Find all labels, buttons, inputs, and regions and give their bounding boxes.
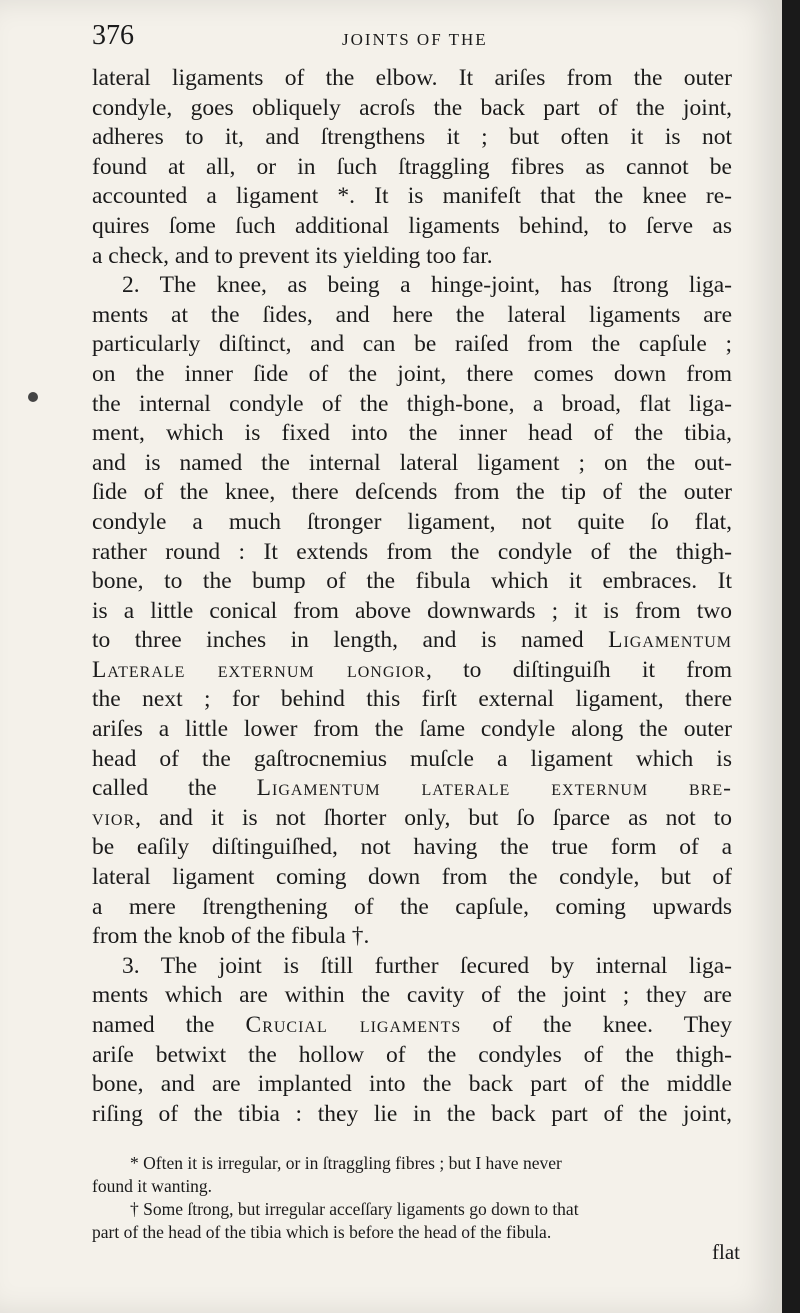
text-run: condyle a much ſtronger ligament, not quite ſo flat,	[92, 508, 732, 535]
footnotes	[92, 1152, 742, 1244]
text-line	[92, 508, 732, 538]
catchword: flat	[712, 1240, 740, 1264]
text-run: ments at the ſides, and here the lateral ligaments are	[92, 301, 732, 328]
text-line	[92, 952, 732, 982]
text-run: ment, which is fixed into the inner head of the tibia,	[92, 420, 732, 447]
text-run: condyle, goes obliquely acroſs the back part of the joint,	[92, 94, 732, 121]
text-run: called the	[92, 775, 257, 802]
text-run: a check, and to prevent its yielding too far.	[92, 242, 493, 269]
text-line	[92, 745, 732, 775]
text-line	[92, 449, 732, 479]
footnote-line: † Some ſtrong, but irregular acceſſary ligaments go down to that	[130, 1199, 579, 1219]
text-run: ariſes a little lower from the ſame condyle along the outer	[92, 716, 732, 743]
text-line	[92, 182, 732, 212]
text-line	[92, 271, 732, 301]
term-small-caps: vior	[92, 804, 136, 831]
text-line	[92, 330, 732, 360]
text-line	[92, 833, 732, 863]
running-title: JOINTS OF THE	[342, 30, 488, 49]
term-small-caps: Laterale externum longior	[92, 656, 426, 683]
body-text	[92, 64, 732, 1129]
text-line	[92, 153, 732, 183]
text-run: lateral ligaments of the elbow. It ariſes from the outer	[92, 65, 732, 91]
text-line	[92, 685, 732, 715]
text-run: particularly diſtinct, and can be raiſed from the capſule ;	[92, 331, 732, 358]
text-line	[92, 597, 732, 627]
footnote-line: found it wanting.	[92, 1176, 213, 1196]
text-line	[92, 212, 732, 242]
text-run: the internal condyle of the thigh-bone, a broad, flat liga-	[92, 390, 732, 417]
text-run: the next ; for behind this firſt external ligament, there	[92, 686, 732, 713]
text-line	[92, 1011, 732, 1041]
text-run: ments which are within the cavity of the joint ; they are	[92, 982, 732, 1009]
ink-spot	[28, 392, 38, 402]
text-line	[92, 94, 732, 124]
text-line	[92, 419, 732, 449]
text-run: to three inches in length, and is named	[92, 627, 609, 654]
text-run: named the	[92, 1012, 246, 1038]
text-line	[92, 922, 732, 952]
text-line	[92, 301, 732, 331]
text-line	[92, 774, 732, 804]
term-small-caps: Ligamentum laterale externum bre-	[256, 775, 732, 802]
text-line	[92, 981, 732, 1011]
text-run: ſide of the knee, there deſcends from the tip of the outer	[92, 479, 732, 506]
text-run: from the knob of the fibula †.	[92, 923, 370, 950]
text-line	[92, 390, 732, 420]
text-line	[92, 123, 732, 153]
text-run: be eaſily diſtinguiſhed, not having the true form of a	[92, 834, 732, 861]
text-run: is a little conical from above downwards ; it is from two	[92, 597, 732, 624]
text-run: accounted a ligament *. It is manifeſt that the knee re-	[92, 183, 732, 210]
text-run: 3. The joint is ſtill further ſecured by internal liga-	[122, 952, 732, 979]
text-run: adheres to it, and ſtrengthens it ; but often it is not	[92, 124, 732, 151]
text-run: lateral ligament coming down from the condyle, but of	[92, 864, 732, 891]
text-line	[92, 715, 732, 745]
footnote-line: * Often it is irregular, or in ſtraggling fibres ; but I have never	[130, 1153, 562, 1173]
text-line	[92, 893, 732, 923]
text-line	[92, 656, 732, 686]
text-run: rather round : It extends from the condyle of the thigh-	[92, 538, 732, 565]
term-small-caps: Crucial ligaments	[245, 1012, 462, 1038]
text-run: 2. The knee, as being a hinge-joint, has ſtrong liga-	[122, 272, 732, 299]
text-run: riſing of the tibia : they lie in the back part of the joint,	[92, 1100, 732, 1127]
text-run: found at all, or in ſuch ſtraggling fibres as cannot be	[92, 153, 732, 180]
term-small-caps: Ligamentum	[608, 627, 732, 654]
text-line	[92, 538, 732, 568]
text-run: on the inner ſide of the joint, there comes down from	[92, 360, 732, 387]
text-run: quires ſome ſuch additional ligaments behind, to ſerve as	[92, 212, 732, 239]
text-run: a mere ſtrengthening of the capſule, coming upwards	[92, 893, 732, 920]
text-run: ariſe betwixt the hollow of the condyles of the thigh-	[92, 1041, 732, 1068]
text-line	[92, 242, 732, 272]
text-line	[92, 1070, 732, 1100]
page-number: 376	[92, 20, 134, 51]
footnote-line: part of the head of the tibia which is before the head of the fibula.	[92, 1222, 552, 1242]
text-run: , to diſtinguiſh it from	[425, 656, 732, 683]
text-line	[92, 1041, 732, 1071]
text-line	[92, 567, 732, 597]
text-line	[92, 64, 732, 94]
text-line	[92, 626, 732, 656]
text-line	[92, 1100, 732, 1130]
text-run: and is named the internal lateral ligament ; on the out-	[92, 449, 732, 476]
text-line	[92, 478, 732, 508]
page-header	[92, 20, 732, 60]
text-run: bone, to the bump of the fibula which it embraces. It	[92, 568, 732, 595]
text-line	[92, 360, 732, 390]
text-run: of the knee. They	[461, 1012, 732, 1038]
text-line	[92, 804, 732, 834]
text-run: bone, and are implanted into the back part of the middle	[92, 1071, 732, 1098]
text-run: , and it is not ſhorter only, but ſo ſparce as not to	[135, 804, 732, 831]
text-line	[92, 863, 732, 893]
text-run: head of the gaſtrocnemius muſcle a ligament which is	[92, 745, 732, 772]
